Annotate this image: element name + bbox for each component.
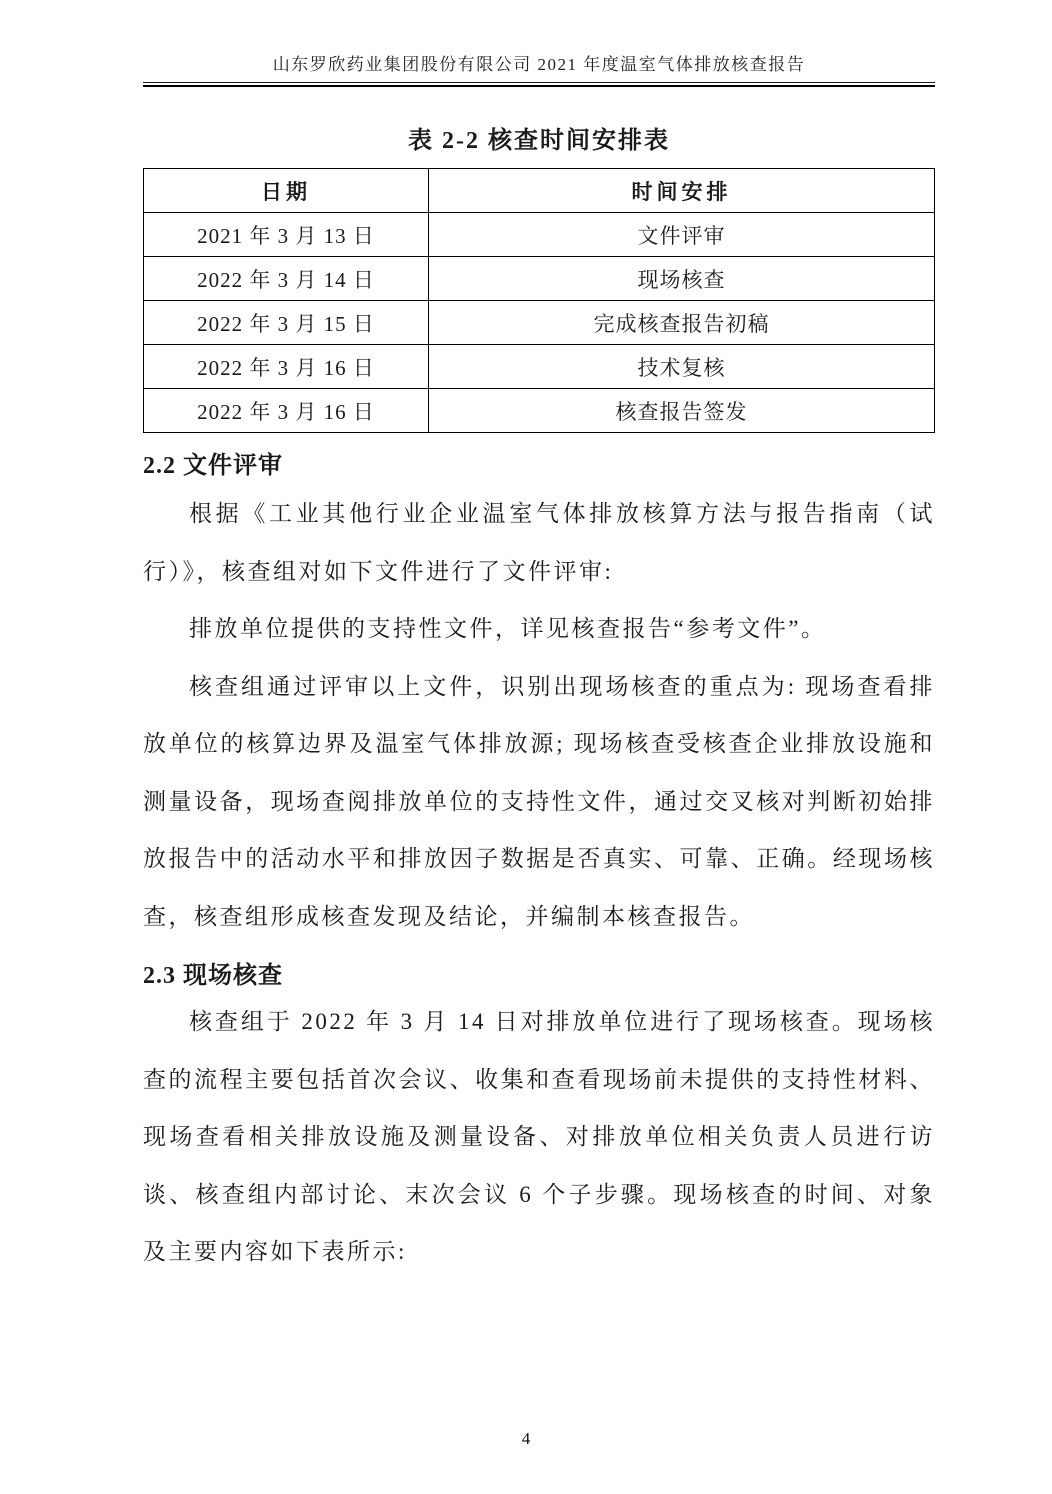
paragraph: 核查组于 2022 年 3 月 14 日对排放单位进行了现场核查。现场核查的流程主要包括首次会议、收集和查看现场前未提供的支持性材料、现场查看相关排放设施及测量设备、对排放单位相关负责人员进行访谈、核查组内部讨论、末次会议 6 个子步骤。现场核查的时间、对象及主要内容如下表所示: [143, 1009, 935, 1264]
table-row [144, 345, 935, 389]
table-title: 表 2-2 核查时间安排表 [408, 128, 670, 154]
section-heading-2-2: 2.2 文件评审 [143, 453, 283, 479]
table-row [144, 257, 935, 301]
table-row [144, 389, 935, 433]
cell-activity: 技术复核 [429, 345, 935, 389]
cell-activity: 现场核查 [429, 257, 935, 301]
header-rule [143, 82, 935, 87]
table-header-row [144, 169, 935, 213]
schedule-table [143, 168, 935, 433]
paragraph: 根据《工业其他行业企业温室气体排放核算方法与报告指南（试行）》，核查组对如下文件进行了文件评审: [143, 501, 935, 584]
paragraph: 核查组通过评审以上文件，识别出现场核查的重点为: 现场查看排放单位的核算边界及温室气体排放源; 现场核查受核查企业排放设施和测量设备，现场查阅排放单位的支持性文件，通过交叉核对判断初始排放报告中的活动水平和排放因子数据是否真实、可靠、正确。经现场核查，核查组形成核查发现及结论，并编制本核查报告。 [143, 673, 935, 929]
cell-activity: 完成核查报告初稿 [429, 301, 935, 345]
cell-date: 2022 年 3 月 16 日 [144, 345, 429, 389]
document-content [143, 0, 935, 1281]
running-header: 山东罗欣药业集团股份有限公司 2021 年度温室气体排放核查报告 [272, 55, 806, 74]
column-header-date: 日期 [144, 169, 429, 213]
paragraph: 排放单位提供的支持性文件，详见核查报告“参考文件”。 [189, 616, 827, 641]
section-heading-2-3: 2.3 现场核查 [143, 963, 283, 989]
cell-date: 2022 年 3 月 16 日 [144, 389, 429, 433]
cell-activity: 核查报告签发 [429, 389, 935, 433]
column-header-arrangement: 时间安排 [429, 169, 935, 213]
page-number: 4 [521, 1429, 531, 1448]
cell-activity: 文件评审 [429, 213, 935, 257]
table-row [144, 213, 935, 257]
cell-date: 2022 年 3 月 14 日 [144, 257, 429, 301]
table-row [144, 301, 935, 345]
cell-date: 2021 年 3 月 13 日 [144, 213, 429, 257]
cell-date: 2022 年 3 月 15 日 [144, 301, 429, 345]
